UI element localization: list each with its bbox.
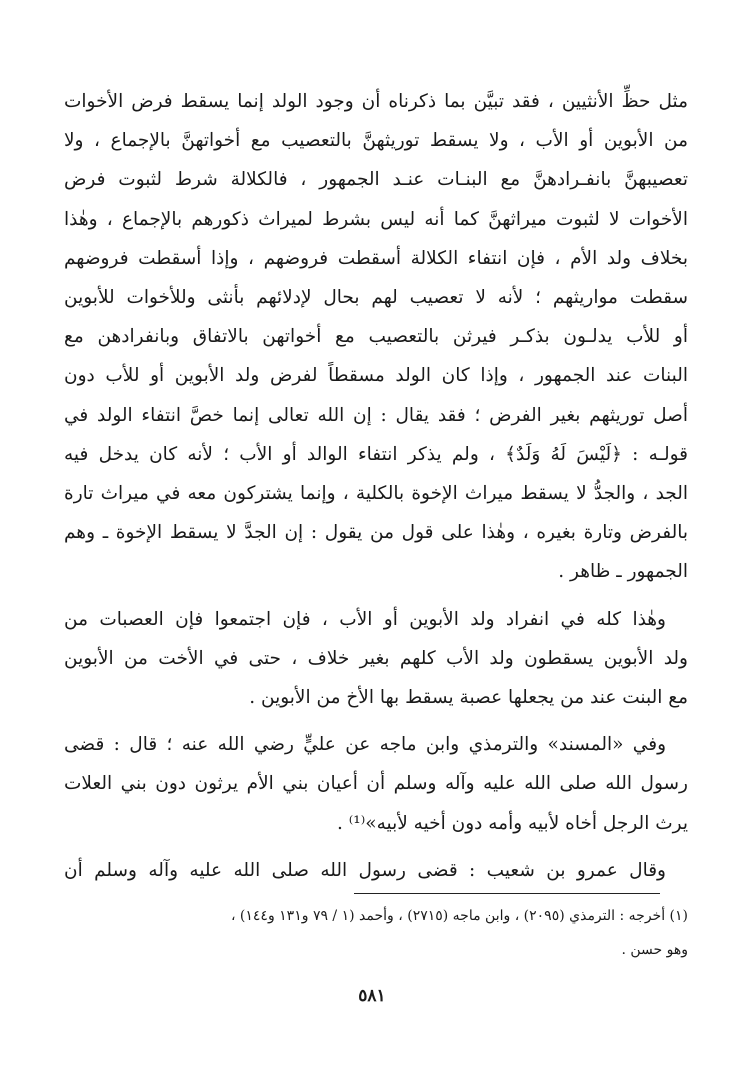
paragraph-2 — [64, 600, 688, 718]
paragraph-4 — [64, 851, 688, 890]
page-number: ٥٨١ — [358, 986, 386, 1006]
text-line: وهٰذا كله في انفراد ولد الأبوين أو الأب ، فإن اجتمعوا فإن العصبات من — [64, 608, 666, 630]
text-line: يرث الرجل أخاه لأبيه وأمه دون أخيه لأبيه»⁽¹⁾ . — [336, 812, 688, 834]
text-line: بخلاف ولد الأم ، فإن انتفاء الكلالة أسقطت فروضهم ، وإذا أسقطت فروضهم — [64, 247, 688, 269]
text-line: أصل توريثهم بغير الفرض ؛ فقد يقال : إن الله تعالى إنما خصَّ انتفاء الولد في — [64, 404, 688, 426]
text-line: من الأبوين أو الأب ، ولا يسقط توريثهنَّ بالتعصيب مع أخواتهنَّ بالإجماع ، ولا — [64, 130, 688, 152]
text-line: وفي «المسند» والترمذي وابن ماجه عن عليٍّ رضي الله عنه ؛ قال : قضى — [64, 734, 666, 756]
text-line: تعصيبهنَّ بانفـرادهنَّ مع البنـات عنـد الجمهور ، فالكلالة شرط لثبوت فرض — [64, 169, 688, 191]
footnote-line: (١) أخرجه : الترمذي (٢٠٩٥) ، وابن ماجه (٢٧١٥) ، وأحمد (١ / ٧٩ و١٣١ و١٤٤) ، — [230, 908, 688, 924]
footnote-line: وهو حسن . — [621, 942, 688, 958]
footnote-separator — [354, 893, 660, 894]
text-line: بالفرض وتارة بغيره ، وهٰذا على قول من يقول : إن الجدَّ لا يسقط الإخوة ـ وهم — [64, 522, 688, 544]
text-line: الأخوات لا لثبوت ميراثهنَّ كما أنه ليس بشرط لميراث ذكورهم بالإجماع ، وهٰذا — [64, 208, 688, 230]
text-line: سقطت مواريثهم ؛ لأنه لا تعصيب لهم بحال لإدلائهم بأنثى وللأخوات للأبوين — [64, 287, 688, 309]
text-line: قولـه : ﴿لَيْسَ لَهُ وَلَدٌ﴾ ، ولم يذكر انتفاء الوالد أو الأب ؛ لأنه كان يدخل فيه — [64, 443, 688, 465]
text-line: الجد ، والجدُّ لا يسقط ميراث الإخوة بالكلية ، وإنما يشتركون معه في ميراث تارة — [64, 483, 688, 505]
text-line: الجمهور ـ ظاهر . — [558, 561, 688, 583]
paragraph-3 — [64, 725, 688, 843]
text-line: رسول الله صلى الله عليه وآله وسلم أن أعيان بني الأم يرثون دون بني العلات — [64, 773, 688, 795]
text-line: مثل حظِّ الأنثيين ، فقد تبيَّن بما ذكرناه أن وجود الولد إنما يسقط فرض الأخوات — [64, 91, 688, 112]
text-line: وقال عمرو بن شعيب : قضى رسول الله صلى الله عليه وآله وسلم أن — [64, 859, 666, 881]
text-line: أو للأب يدلـون بذكـر فيرثن بالتعصيب مع أخواتهن بالاتفاق وبانفرادهن مع — [64, 326, 688, 348]
text-line: ولد الأبوين يسقطون ولد الأب كلهم بغير خلاف ، حتى في الأخت من الأبوين — [64, 647, 688, 669]
text-line: مع البنت عند من يجعلها عصبة يسقط بها الأخ من الأبوين . — [249, 687, 688, 709]
main-text — [64, 82, 688, 890]
footnote — [64, 899, 688, 967]
text-line: البنات عند الجمهور ، وإذا كان الولد مسقطاً لفرض ولد الأبوين أو للأب دون — [64, 365, 688, 387]
paragraph-1 — [64, 82, 688, 592]
